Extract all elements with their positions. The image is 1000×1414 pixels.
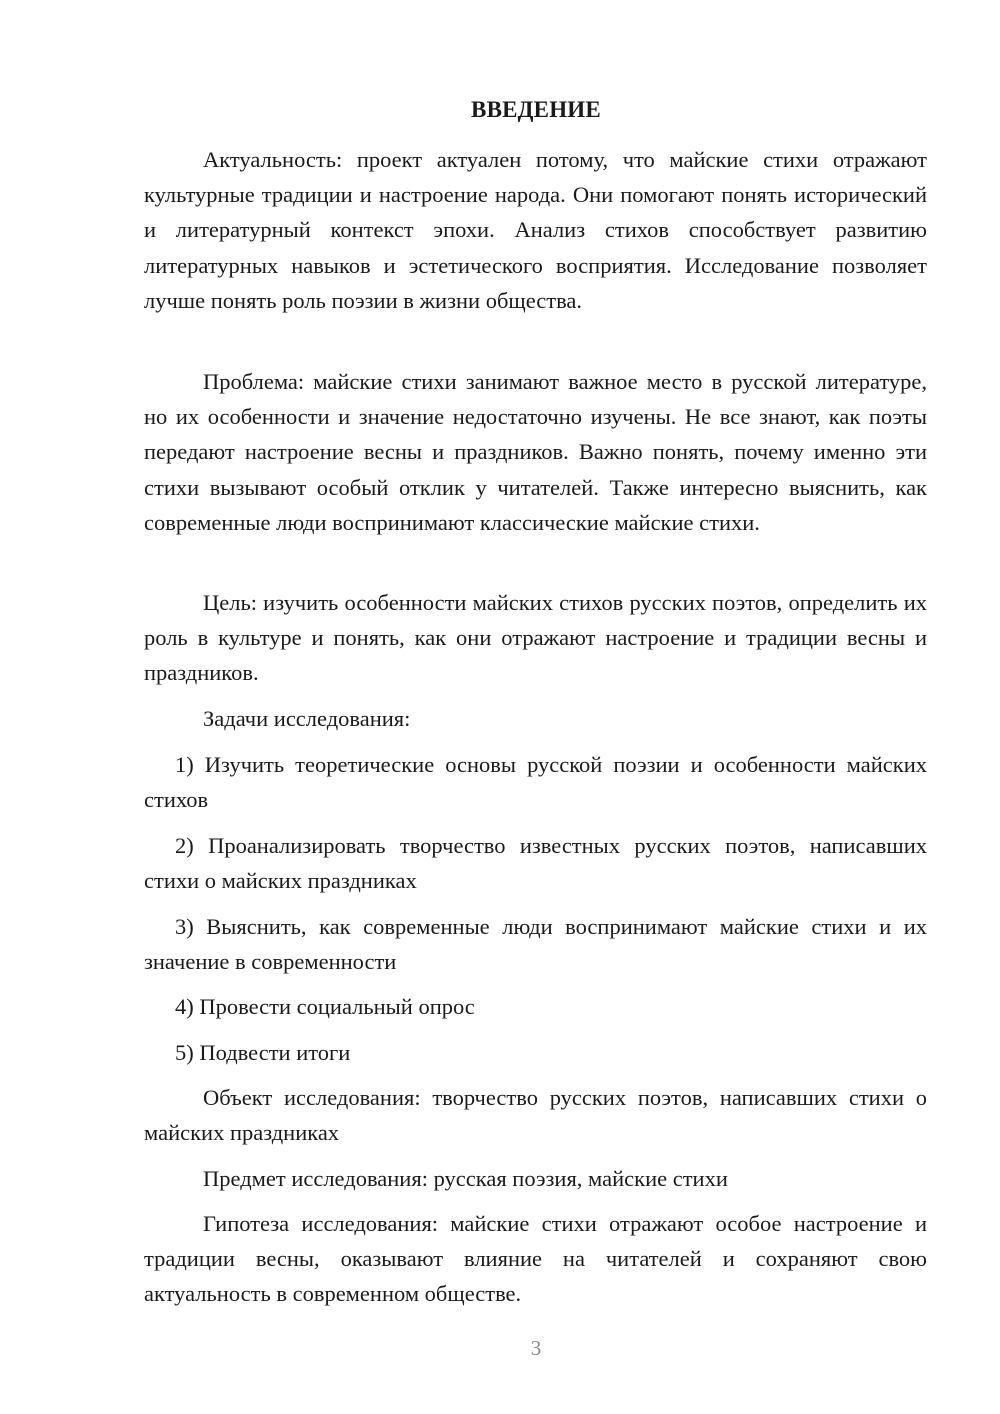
paragraph-subject: Предмет исследования: русская поэзия, майские стихи bbox=[203, 1166, 728, 1191]
paragraph-hypothesis: Гипотеза исследования: майские стихи отражают особое настроение и традиции весны, оказывают влияние на читателей и сохраняют свою актуальность в современном обществе. bbox=[144, 1211, 927, 1307]
paragraph-relevance: Актуальность: проект актуален потому, что майские стихи отражают культурные традиции и настроение народа. Они помогают понять исторический и литературный контекст эпохи. Анализ стихов способствует развитию литературных навыков и эстетического восприятия. Исследование позволяет лучше понять роль поэзии в жизни общества. bbox=[144, 147, 927, 313]
task-item-2: 2) Проанализировать творчество известных русских поэтов, написавших стихи о майских праздниках bbox=[144, 833, 927, 894]
page-title: ВВЕДЕНИЕ bbox=[471, 97, 601, 122]
page-number: 3 bbox=[530, 1336, 542, 1360]
paragraph-problem: Проблема: майские стихи занимают важное место в русской литературе, но их особенности и значение недостаточно изучены. Не все знают, как поэты передают настроение весны и праздников. Важно понять, почему именно эти стихи вызывают особый отклик у читателей. Также интересно выяснить, как современные люди воспринимают классические майские стихи. bbox=[144, 369, 927, 535]
task-item-1: 1) Изучить теоретические основы русской поэзии и особенности майских стихов bbox=[144, 752, 927, 813]
tasks-heading: Задачи исследования: bbox=[203, 706, 411, 731]
paragraph-object: Объект исследования: творчество русских поэтов, написавших стихи о майских праздниках bbox=[144, 1085, 927, 1146]
task-item-4: 4) Провести социальный опрос bbox=[175, 994, 475, 1019]
paragraph-goal: Цель: изучить особенности майских стихов русских поэтов, определить их роль в культуре и понять, как они отражают настроение и традиции весны и праздников. bbox=[144, 590, 927, 686]
task-item-3: 3) Выяснить, как современные люди воспринимают майские стихи и их значение в современности bbox=[144, 914, 927, 975]
task-item-5: 5) Подвести итоги bbox=[175, 1040, 351, 1065]
